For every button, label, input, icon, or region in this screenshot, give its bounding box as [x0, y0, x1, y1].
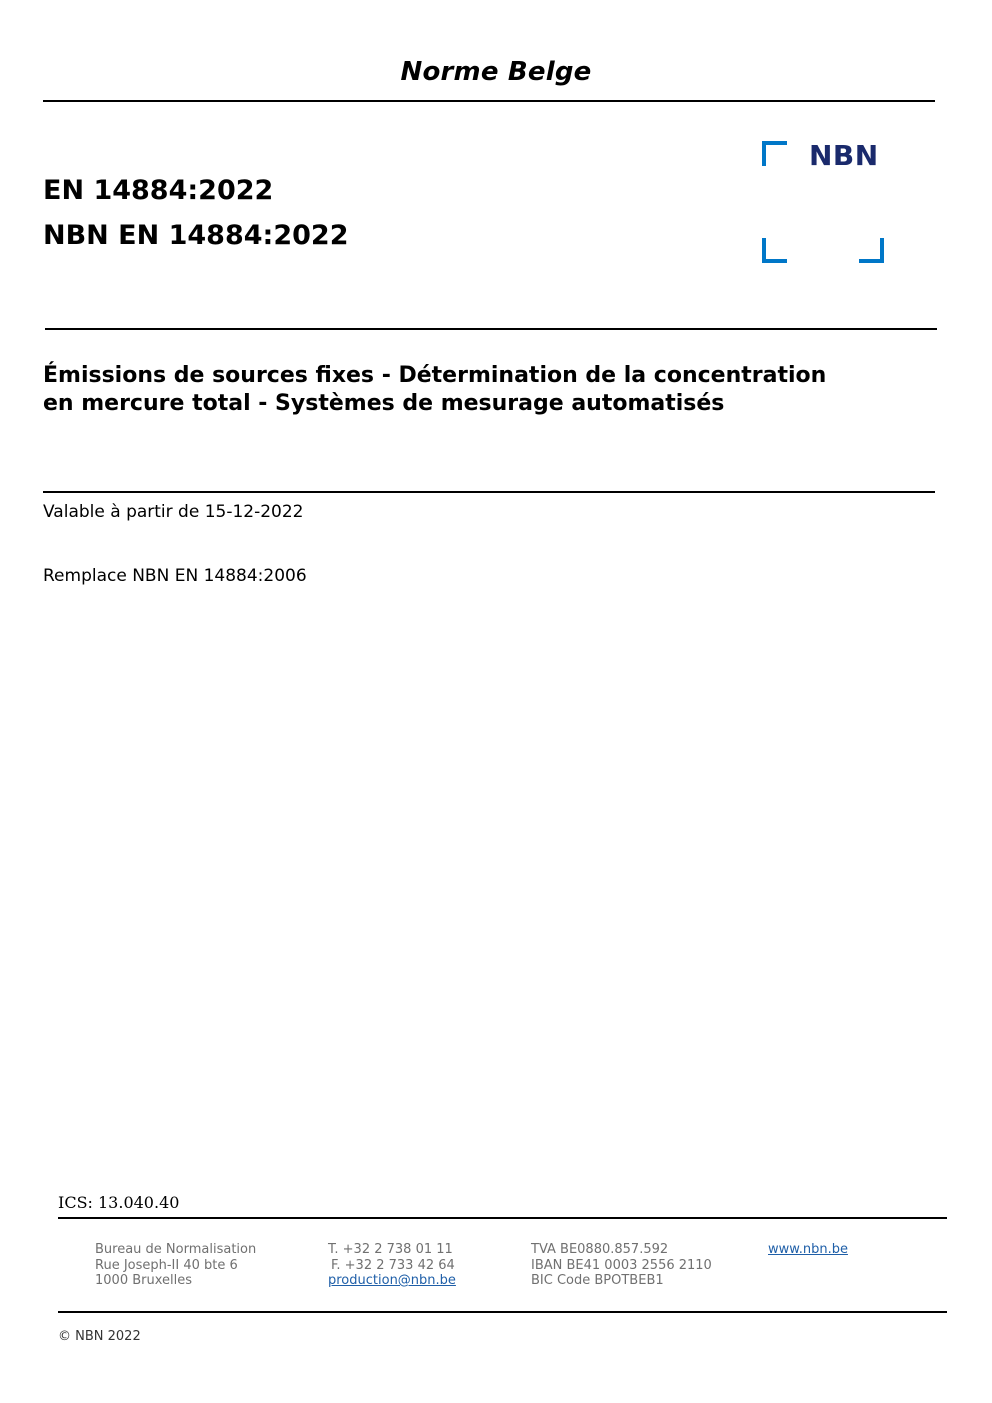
document-title-line2: en mercure total - Systèmes de mesurage automatisés [43, 391, 725, 416]
validity-date: Valable à partir de 15-12-2022 [43, 502, 304, 522]
footer-iban: IBAN BE41 0003 2556 2110 [531, 1257, 712, 1273]
standard-code-nbn: NBN EN 14884:2022 [43, 220, 349, 251]
footer-fax: F. +32 2 733 42 64 [331, 1257, 455, 1273]
footer-address [95, 1242, 256, 1289]
document-title-line1: Émissions de sources fixes - Détermination de la concentration [43, 363, 827, 388]
footer-phone: T. +32 2 738 01 11 [328, 1242, 453, 1257]
header-divider [43, 100, 935, 102]
footer-vat: TVA BE0880.857.592 [531, 1242, 669, 1257]
footer-web [768, 1242, 848, 1258]
footer-bottom-divider [58, 1311, 947, 1313]
copyright-notice: © NBN 2022 [58, 1329, 141, 1344]
footer-top-divider [58, 1217, 947, 1219]
footer-contact [328, 1242, 456, 1289]
codes-divider [45, 328, 937, 330]
footer-address-line: Rue Joseph-II 40 bte 6 [95, 1257, 238, 1273]
ics-code: ICS: 13.040.40 [58, 1193, 180, 1212]
footer-address-line: 1000 Bruxelles [95, 1273, 193, 1288]
document-header-title: Norme Belge [400, 57, 592, 87]
title-divider [43, 491, 935, 493]
footer-email-link[interactable]: production@nbn.be [328, 1273, 456, 1288]
standard-code-en: EN 14884:2022 [43, 175, 274, 206]
footer-bank [531, 1242, 712, 1289]
footer-bic: BIC Code BPOTBEB1 [531, 1273, 664, 1288]
document-title [43, 362, 923, 418]
nbn-logo [762, 141, 884, 263]
footer-website-link[interactable]: www.nbn.be [768, 1242, 848, 1257]
footer-address-line: Bureau de Normalisation [95, 1242, 257, 1257]
replaces-note: Remplace NBN EN 14884:2006 [43, 566, 307, 586]
nbn-logo-text: NBN [809, 139, 879, 172]
